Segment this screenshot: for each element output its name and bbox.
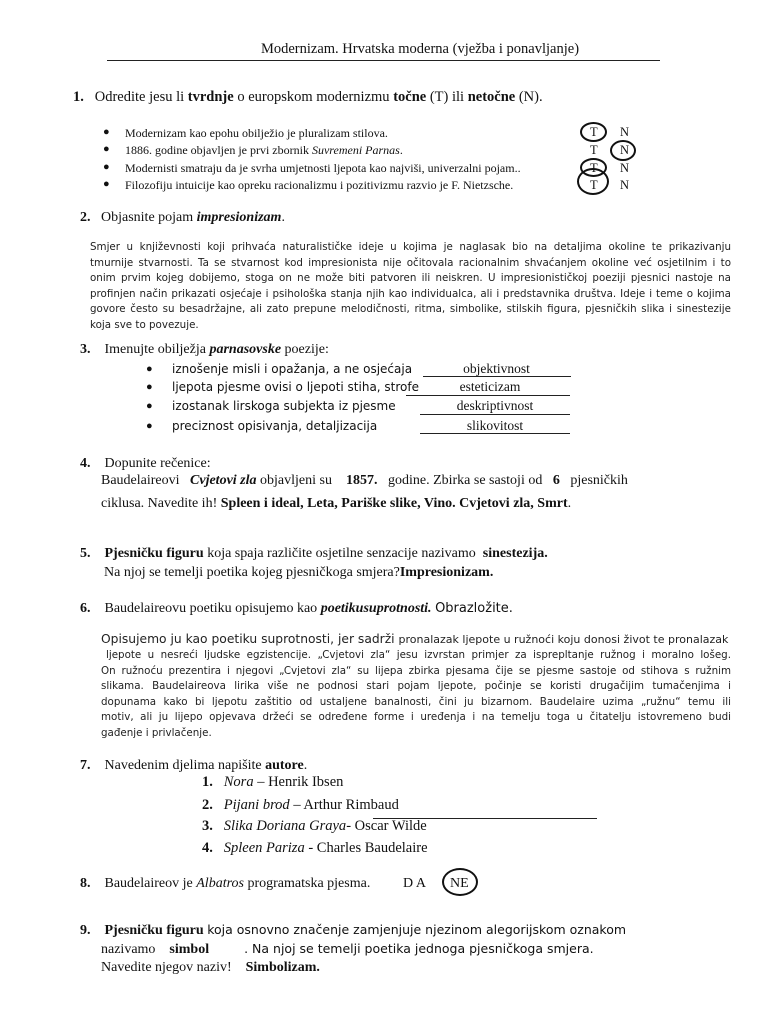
list-item: 3. Slika Doriana Graya- Oscar Wilde xyxy=(202,818,427,834)
feature-answer: esteticizam xyxy=(459,379,521,394)
true-option[interactable]: T xyxy=(590,178,598,192)
feature-answer: slikovitost xyxy=(466,418,524,433)
question-number: 9. xyxy=(80,923,91,938)
question-5 xyxy=(80,546,548,562)
emphasis: impresionizam xyxy=(196,210,282,225)
question-8 xyxy=(80,876,370,892)
question-9-line-2: nazivamo simbol . Na njoj se temelji poetika jednoga pjesničkoga smjera. xyxy=(101,941,594,957)
question-text: (N). xyxy=(518,89,543,105)
true-option[interactable]: T xyxy=(590,161,598,175)
question-1 xyxy=(73,89,543,106)
fill-answer: 6 xyxy=(552,473,560,488)
answer-line xyxy=(406,395,570,396)
answer-line xyxy=(420,414,570,415)
question-text: o europskom modernizmu xyxy=(237,89,390,105)
emphasis: autore xyxy=(265,758,304,773)
question-number: 5. xyxy=(80,546,91,561)
bullet-icon: ● xyxy=(146,381,153,393)
answer-circle-mark xyxy=(580,122,607,142)
fill-answer: Spleen i ideal, Leta, Pariške slike, Vino. Cvjetovi zla, Smrt xyxy=(220,496,568,511)
bullet-icon: ● xyxy=(103,161,110,173)
true-option[interactable]: T xyxy=(590,143,598,157)
question-5-line-2: Na njoj se temelji poetika kojeg pjesničkoga smjera?Impresionizam. xyxy=(104,565,494,580)
fill-answer: Cvjetovi zla xyxy=(190,473,257,488)
statement-item: Modernizam kao epohu obilježio je pluralizam stilova. xyxy=(125,126,388,140)
bullet-icon: ● xyxy=(103,143,110,155)
question-text: Baudelaireovu poetiku opisujemo kao xyxy=(104,601,318,616)
header-rule xyxy=(107,60,660,61)
list-item: 4. Spleen Pariza - Charles Baudelaire xyxy=(202,840,428,856)
fill-in-line-1: Baudelaireovi Cvjetovi zla objavljeni su 1857. godine. Zbirka se sastoji od 6 pjesničkih xyxy=(101,473,628,488)
statement-item: 1886. godine objavljen je prvi zbornik Suvremeni Parnas. xyxy=(125,143,403,157)
answer-paragraph: ljepote u nesreći ljudske egzistencije. „Cvjetovi zla“ jesu izvrstan primjer za isprepltanje ružnog i moralno lošeg. On ružnoću prezentira i njegovi „Cvjetovi zla“ su lijepa zbirka pjesama čije se pjesme sastoje od stihova s ružnim slikama. Baudelaireova lirika više ne podnosi stari pojam ljepote, počinje se koristi drugačijim tumačenjima i dopunama kako bi ljepotu zaštitio od ustaljene banalnosti, čini ju bizarnom. Baudelaire uzima „ružnu“ temu ili motiv, ali ju lijepo opjevava držeći se određene forme i uređenja i na temelju toga u čitatelju istovremeno budi gađenje i privlačenje. xyxy=(101,649,731,739)
false-option[interactable]: N xyxy=(620,178,630,192)
feature-description: izostanak lirskoga subjekta iz pjesme xyxy=(172,399,396,413)
bullet-icon: ● xyxy=(103,178,110,190)
question-text: (T) ili xyxy=(429,89,465,105)
question-9 xyxy=(80,922,626,939)
question-text: Dopunite rečenice: xyxy=(104,456,211,471)
question-2: 2. Objasnite pojam impresionizam. xyxy=(80,210,285,225)
false-option[interactable]: N xyxy=(620,161,630,175)
question-text: Odredite jesu li xyxy=(94,89,185,105)
answer-circle-mark xyxy=(610,140,636,161)
question-number: 1. xyxy=(73,89,84,105)
question-text: koja spaja različite osjetilne senzacije nazivamo xyxy=(207,546,476,561)
question-number: 4. xyxy=(80,456,91,471)
fill-answer: sinestezija. xyxy=(482,546,548,561)
question-text: Imenujte obilježja xyxy=(104,342,206,357)
yes-option[interactable]: D A xyxy=(403,876,426,891)
question-number: 7. xyxy=(80,758,91,773)
false-option[interactable]: N xyxy=(620,125,630,139)
false-option[interactable]: N xyxy=(620,143,630,157)
question-3 xyxy=(80,342,329,358)
emphasis: točne xyxy=(393,89,427,105)
question-text: Navedenim djelima napišite xyxy=(104,758,262,773)
question-9-line-3: Navedite njegov naziv! Simbolizam. xyxy=(101,960,320,975)
question-4 xyxy=(80,456,211,472)
question-number: 3. xyxy=(80,342,91,357)
list-item: 1. Nora – Henrik Ibsen xyxy=(202,774,344,790)
fill-in-line-2: ciklusa. Navedite ih! Spleen i ideal, Leta, Pariške slike, Vino. Cvjetovi zla, Smrt. xyxy=(101,496,572,511)
answer-line xyxy=(423,376,571,377)
feature-description: iznošenje misli i opažanja, a ne osjećaja xyxy=(172,362,413,376)
emphasis: parnasovske xyxy=(209,342,282,357)
question-number: 2. xyxy=(80,210,91,225)
list-item: 2. Pijani brod – Arthur Rimbaud xyxy=(202,797,399,813)
fill-answer: simbol xyxy=(169,942,210,957)
question-text: poezije: xyxy=(284,342,329,357)
feature-description: preciznost opisivanja, detaljizacija xyxy=(172,419,378,433)
emphasis: tvrdnje xyxy=(187,89,234,105)
feature-answer: objektivnost xyxy=(463,361,530,376)
fill-answer: Impresionizam. xyxy=(399,565,494,580)
question-number: 8. xyxy=(80,876,91,891)
question-7: 7. Navedenim djelima napišite autore. xyxy=(80,758,308,773)
bullet-icon: ● xyxy=(103,126,110,138)
question-text: Objasnite pojam xyxy=(101,210,194,225)
statement-item: Modernisti smatraju da je svrha umjetnosti ljepota kao najviši, univerzalni pojam.. xyxy=(125,161,521,175)
emphasis: Pjesničku figuru xyxy=(104,546,204,561)
fill-answer: Simbolizam. xyxy=(245,960,320,975)
page-title: Modernizam. Hrvatska moderna (vježba i ponavljanje) xyxy=(260,41,580,57)
emphasis: Pjesničku figuru xyxy=(104,923,204,938)
answer-circle-mark xyxy=(577,168,609,195)
answer-paragraph: Smjer u književnosti koji prihvaća naturalističke ideje u kojima je naglasak bio na detaljima okoline te prikazivanju tmurnije stvarnosti. Ta se stvarnost kod impresionista nije očitovala racionalnim shvaćanjem okoline već osjetilnim i to onim prvim kojeg dobijemo, stoga on ne može biti patvoren ili neiskren. U impresionističkoj poeziji pjesnici nastoje na profinjen način prikazati osjećaje i psihološka stanja njih kao individualca, ali i predstavnika društva. Ideje i teme o kojima govore često su besadržajne, ali zato prepune melodičnosti, ritma, simbolike, stilskih figura, pjesničkih slika i sinestezije koja sve to povezuje. xyxy=(90,241,731,331)
statement-item: Filozofiju intuicije kao opreku racionalizmu i pozitivizmu razvio je F. Nietzsche. xyxy=(125,178,514,192)
bullet-icon: ● xyxy=(146,420,153,432)
no-option[interactable]: NE xyxy=(450,876,469,891)
answer-circle-mark xyxy=(442,868,478,896)
emphasis: Albatros xyxy=(196,876,244,891)
question-text: Baudelaireov je xyxy=(104,876,193,891)
emphasis: poetikusuprotnosti. xyxy=(320,601,432,616)
question-number: 6. xyxy=(80,601,91,616)
question-6: 6. Baudelaireovu poetiku opisujemo kao poetikusuprotnosti. Obrazložite. xyxy=(80,601,513,616)
bullet-icon: ● xyxy=(146,400,153,412)
answer-first-line: Opisujemo ju kao poetiku suprotnosti, jer sadrži pronalazak ljepote u ružnoći koju donosi život te pronalazak xyxy=(101,632,729,646)
question-text: programatska pjesma. xyxy=(247,876,371,891)
question-text: koja osnovno značenje zamjenjuje njezinom alegorijskom oznakom xyxy=(207,922,627,937)
true-option[interactable]: T xyxy=(590,125,598,139)
feature-answer: deskriptivnost xyxy=(456,398,534,413)
answer-line xyxy=(420,433,570,434)
fill-answer: 1857. xyxy=(345,473,378,488)
feature-description: ljepota pjesme ovisi o ljepoti stiha, strofe xyxy=(172,380,420,394)
emphasis: netočne xyxy=(467,89,516,105)
bullet-icon: ● xyxy=(146,363,153,375)
